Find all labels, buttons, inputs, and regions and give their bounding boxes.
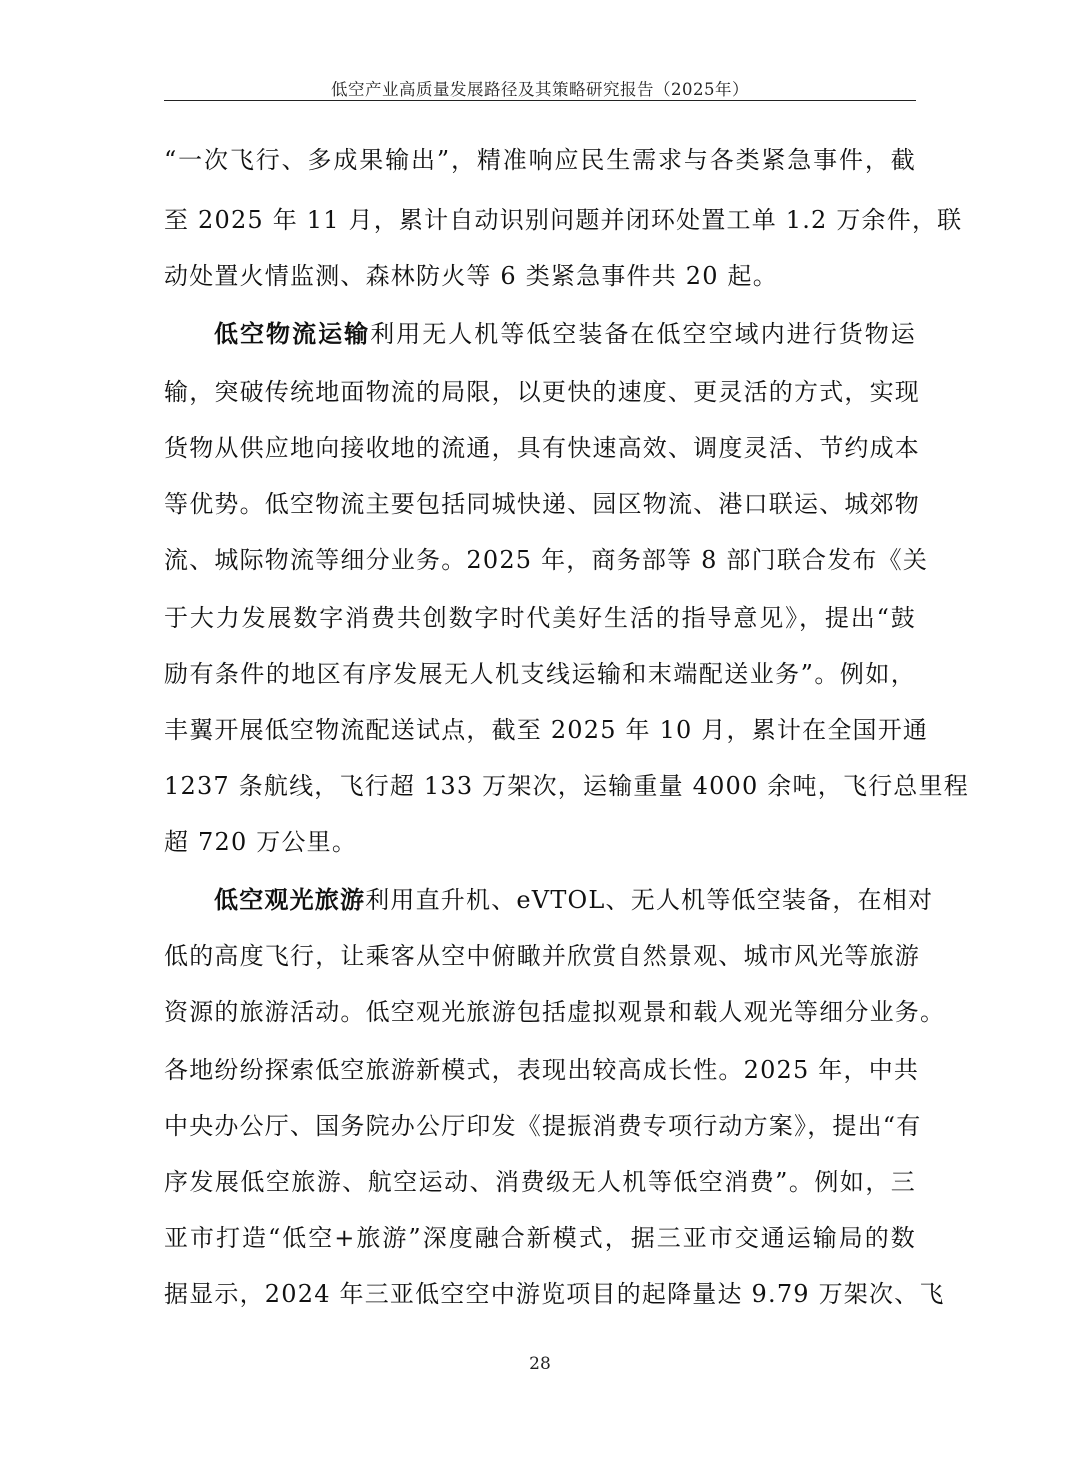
page-header-title: 低空产业高质量发展路径及其策略研究报告（2025年） — [331, 80, 749, 99]
paragraph-2-line-3: 货物从供应地向接收地的流通，具有快速高效、调度灵活、节约成本 — [164, 434, 920, 462]
paragraph-3-line-7: 亚市打造“低空+旅游”深度融合新模式，据三亚市交通运输局的数 — [164, 1224, 916, 1252]
header-divider — [164, 100, 916, 101]
paragraph-3-line-1 — [214, 884, 934, 916]
paragraph-3-heading: 低空观光旅游 — [214, 886, 366, 914]
paragraph-3-line-1-text: 利用直升机、eVTOL、无人机等低空装备，在相对 — [365, 886, 934, 914]
paragraph-2-line-4: 等优势。低空物流主要包括同城快递、园区物流、港口联运、城郊物 — [164, 490, 920, 518]
page-number: 28 — [529, 1354, 551, 1374]
paragraph-3-line-5: 中央办公厅、国务院办公厅印发《提振消费专项行动方案》，提出“有 — [164, 1112, 922, 1140]
paragraph-2-line-5: 流、城际物流等细分业务。2025 年，商务部等 8 部门联合发布《关 — [164, 546, 929, 574]
paragraph-2-heading: 低空物流运输 — [214, 320, 371, 348]
paragraph-1-line-2: 至 2025 年 11 月，累计自动识别问题并闭环处置工单 1.2 万余件，联 — [164, 206, 963, 234]
paragraph-3-line-8: 据显示，2024 年三亚低空空中游览项目的起降量达 9.79 万架次、飞 — [164, 1280, 945, 1308]
paragraph-2-line-1 — [214, 318, 916, 350]
paragraph-3-line-2: 低的高度飞行，让乘客从空中俯瞰并欣赏自然景观、城市风光等旅游 — [164, 942, 920, 970]
paragraph-2-line-10: 超 720 万公里。 — [164, 828, 358, 856]
paragraph-1-line-3: 动处置火情监测、森林防火等 6 类紧急事件共 20 起。 — [164, 262, 778, 290]
paragraph-3-line-6: 序发展低空旅游、航空运动、消费级无人机等低空消费”。例如，三 — [164, 1168, 916, 1196]
paragraph-1-line-1: “一次飞行、多成果输出”，精准响应民生需求与各类紧急事件，截 — [164, 146, 916, 174]
paragraph-3-line-4: 各地纷纷探索低空旅游新模式，表现出较高成长性。2025 年，中共 — [164, 1056, 920, 1084]
paragraph-3-line-3: 资源的旅游活动。低空观光旅游包括虚拟观景和载人观光等细分业务。 — [164, 998, 946, 1026]
paragraph-2-line-6: 于大力发展数字消费共创数字时代美好生活的指导意见》，提出“鼓 — [164, 604, 916, 632]
paragraph-2-line-2: 输，突破传统地面物流的局限，以更快的速度、更灵活的方式，实现 — [164, 378, 920, 406]
paragraph-2-line-9: 1237 条航线，飞行超 133 万架次，运输重量 4000 余吨，飞行总里程 — [164, 772, 969, 800]
paragraph-2-line-8: 丰翼开展低空物流配送试点，截至 2025 年 10 月，累计在全国开通 — [164, 716, 929, 744]
paragraph-2-line-1-text: 利用无人机等低空装备在低空空域内进行货物运 — [370, 320, 916, 348]
paragraph-2-line-7: 励有条件的地区有序发展无人机支线运输和末端配送业务”。例如， — [164, 660, 916, 688]
